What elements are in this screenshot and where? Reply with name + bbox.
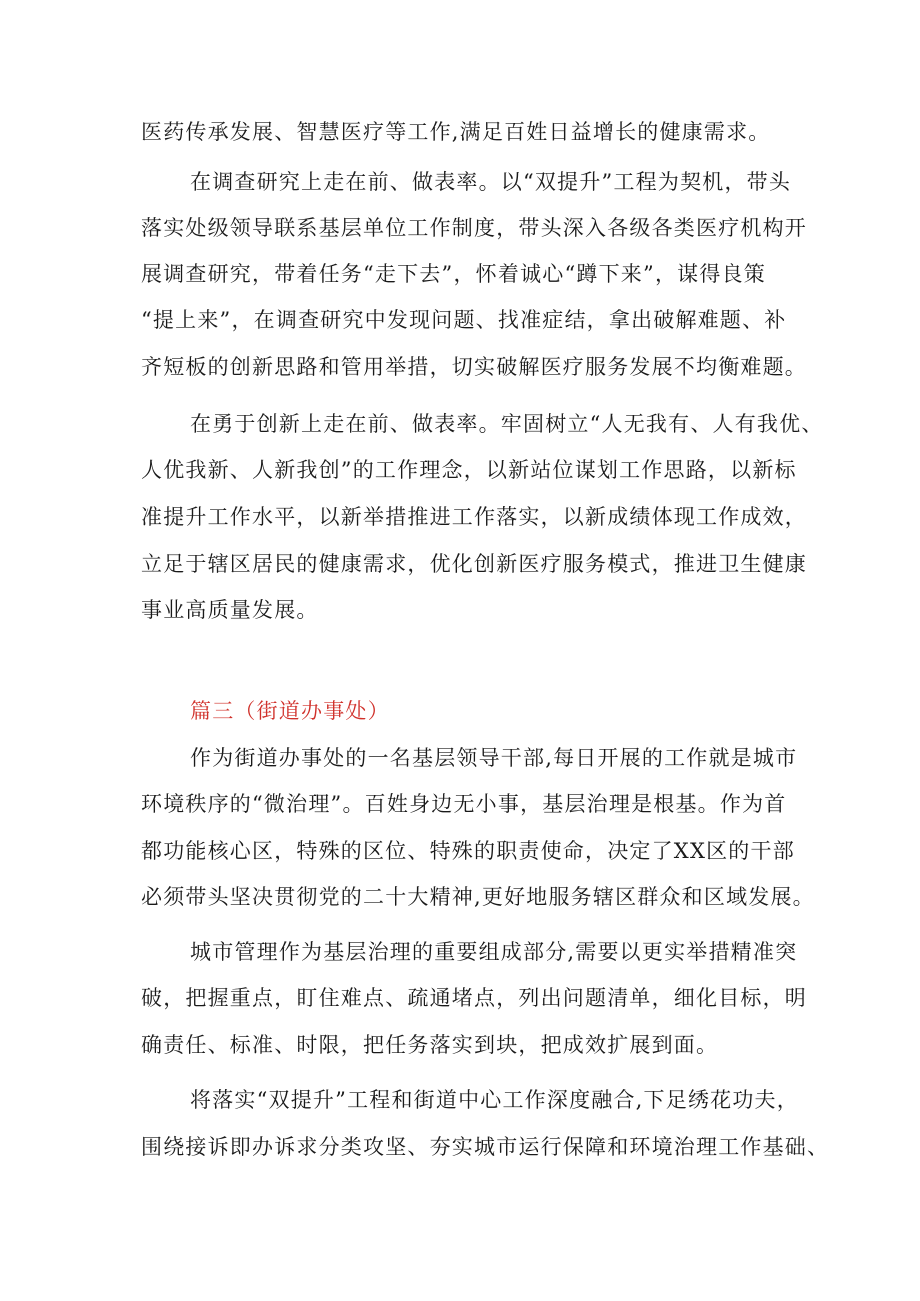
paragraph-line: 展调查研究，带着任务“走下去”，怀着诚心“蹲下来”，谋得良策 [141,262,766,286]
paragraph-line: 医药传承发展、智慧医疗等工作,满足百姓日益增长的健康需求。 [141,120,771,144]
paragraph-line: 围绕接诉即办诉求分类攻坚、夯实城市运行保障和环境治理工作基础、 [141,1135,830,1159]
paragraph-line: 必须带头坚决贯彻党的二十大精神,更好地服务辖区群众和区域发展。 [141,885,815,909]
paragraph-line: 事业高质量发展。 [141,598,319,622]
paragraph-line: 确责任、标准、时限，把任务落实到块，把成效扩展到面。 [141,1033,719,1057]
paragraph-line: 在勇于创新上走在前、做表率。牢固树立“人无我有、人有我优、 [190,412,824,436]
paragraph-line: “提上来”，在调查研究中发现问题、找准症结，拿出破解难题、补 [141,308,787,332]
paragraph-line: 将落实“双提升”工程和街道中心工作深度融合,下足绣花功夫， [190,1088,799,1112]
paragraph-line: 人优我新、人新我创”的工作理念，以新站位谋划工作思路，以新标 [141,458,797,482]
paragraph-line: 齐短板的创新思路和管用举措，切实破解医疗服务发展不均衡难题。 [141,355,807,379]
paragraph-line: 立足于辖区居民的健康需求，优化创新医疗服务模式，推进卫生健康 [141,552,807,576]
paragraph-line: 破，把握重点，盯住难点、疏通堵点，列出问题清单，细化目标，明 [141,986,807,1010]
paragraph-line: 落实处级领导联系基层单位工作制度，带头深入各级各类医疗机构开 [141,216,807,240]
paragraph-line: 在调查研究上走在前、做表率。以“双提升”工程为契机，带头 [190,170,792,194]
paragraph-line: 作为街道办事处的一名基层领导干部,每日开展的工作就是城市 [190,746,798,770]
paragraph-line: 准提升工作水平，以新举措推进工作落实，以新成绩体现工作成效， [141,505,807,529]
paragraph-line: 城市管理作为基层治理的重要组成部分,需要以更实举措精准突 [190,940,798,964]
paragraph-line: 都功能核心区，特殊的区位、特殊的职责使命，决定了XX区的干部 [141,839,795,863]
paragraph-line: 环境秩序的“微治理”。百姓身边无小事，基层治理是根基。作为首 [141,792,787,816]
section-heading: 篇三（街道办事处） [190,699,390,723]
